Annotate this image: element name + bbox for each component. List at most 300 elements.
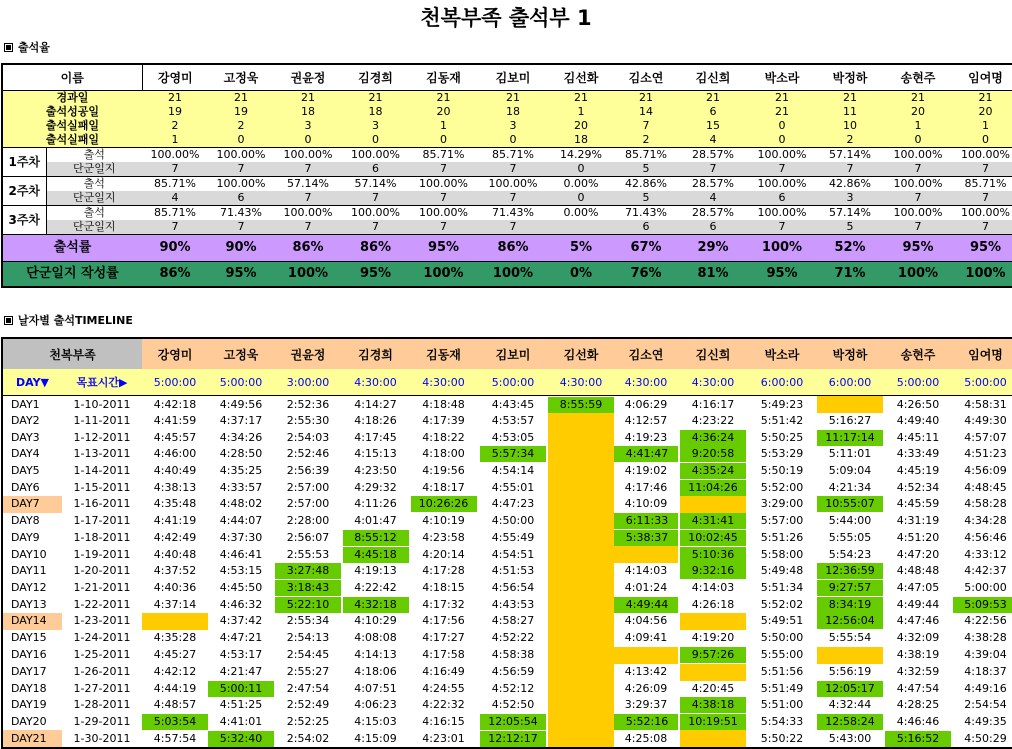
name-header: 이름 <box>2 64 142 91</box>
checkin-time-cell <box>678 681 748 698</box>
checkin-time: 4:37:52 <box>153 564 197 578</box>
checkin-time: 4:10:09 <box>624 497 668 511</box>
checkin-time: 12:12:17 <box>480 731 546 747</box>
summary-row <box>2 133 1012 148</box>
checkin-time: 4:17:32 <box>422 597 465 611</box>
checkin-time-cell <box>274 647 342 664</box>
checkin-time-cell <box>614 647 678 664</box>
checkin-time: 4:22:42 <box>354 581 397 595</box>
checkin-time-cell <box>884 413 952 430</box>
checkin-time: 4:38:18 <box>680 697 746 713</box>
checkin-time-cell <box>409 730 478 748</box>
checkin-time-cell <box>548 413 614 430</box>
date-label: 1-26-2011 <box>73 665 131 679</box>
checkin-time-cell <box>274 463 342 480</box>
checkin-time: 4:43:45 <box>491 397 535 411</box>
checkin-time-cell <box>342 463 409 480</box>
date-label: 1-20-2011 <box>73 564 131 578</box>
checkin-time: 4:51:20 <box>896 530 940 544</box>
checkin-time: 4:18:48 <box>422 397 465 411</box>
checkin-time-cell <box>884 580 952 597</box>
attendance-rate: 86% <box>274 235 342 262</box>
summary-value: 0 <box>342 133 409 148</box>
checkin-time: 2:55:53 <box>286 547 330 561</box>
member-name: 임여명 <box>952 64 1012 91</box>
attendance-rate: 67% <box>614 235 678 262</box>
timeline-row <box>2 546 1012 563</box>
checkin-time-cell <box>409 413 478 430</box>
date-label: 1-30-2011 <box>73 731 131 745</box>
member-name: 김소연 <box>614 338 678 369</box>
checkin-time: 5:50:22 <box>760 731 804 745</box>
log-count: 7 <box>748 162 816 177</box>
summary-value: 11 <box>816 105 884 119</box>
summary-value: 20 <box>409 105 478 119</box>
checkin-time-cell <box>342 630 409 647</box>
checkin-time-cell <box>614 396 678 414</box>
checkin-time-cell <box>142 496 208 513</box>
summary-value: 1 <box>884 119 952 133</box>
date-label: 1-25-2011 <box>73 648 131 662</box>
checkin-time: 4:10:19 <box>422 514 465 528</box>
checkin-time-cell <box>342 530 409 547</box>
checkin-time-cell <box>678 546 748 563</box>
checkin-time: 4:14:13 <box>354 648 397 662</box>
checkin-time-cell <box>614 513 678 530</box>
member-name: 김신희 <box>678 338 748 369</box>
checkin-time-cell <box>409 463 478 480</box>
checkin-time-cell <box>614 413 678 430</box>
checkin-time-cell <box>884 430 952 447</box>
checkin-time: 4:32:18 <box>343 597 409 613</box>
member-name: 임여명 <box>952 338 1012 369</box>
checkin-time: 5:16:27 <box>828 414 872 428</box>
checkin-time-cell <box>748 664 816 681</box>
summary-value: 21 <box>548 91 614 106</box>
section-marker-icon <box>4 316 13 325</box>
checkin-time: 5:52:00 <box>760 480 804 494</box>
checkin-time: 2:54:02 <box>286 731 330 745</box>
checkin-time-cell <box>614 697 678 714</box>
attendance-percent: 85.71% <box>952 177 1012 192</box>
log-count: 7 <box>342 191 409 206</box>
checkin-time: 2:55:34 <box>286 614 330 628</box>
checkin-time-cell <box>952 446 1012 463</box>
checkin-time: 4:21:34 <box>828 480 872 494</box>
checkin-time: 4:17:28 <box>422 564 465 578</box>
checkin-time-cell <box>884 396 952 414</box>
checkin-time-cell <box>142 613 208 630</box>
checkin-time-cell <box>614 546 678 563</box>
checkin-time: 4:53:05 <box>491 430 535 444</box>
checkin-time-cell <box>614 714 678 731</box>
checkin-time-cell <box>614 630 678 647</box>
attendance-percent: 14.29% <box>548 148 614 163</box>
checkin-time: 4:37:17 <box>219 414 263 428</box>
summary-value: 18 <box>342 105 409 119</box>
checkin-time: 4:29:32 <box>354 480 397 494</box>
checkin-time-cell <box>208 463 274 480</box>
target-time: 4:30:00 <box>548 369 614 396</box>
checkin-time: 4:18:06 <box>354 665 397 679</box>
checkin-time: 4:45:50 <box>219 581 263 595</box>
summary-value: 18 <box>548 133 614 148</box>
checkin-time: 4:40:36 <box>153 581 197 595</box>
summary-value: 21 <box>478 91 548 106</box>
checkin-time-cell <box>884 714 952 731</box>
checkin-time: 4:48:45 <box>964 480 1007 494</box>
summary-value: 10 <box>816 119 884 133</box>
checkin-time-cell <box>274 697 342 714</box>
checkin-time-cell <box>816 563 884 580</box>
log-count: 4 <box>678 191 748 206</box>
checkin-time-cell <box>342 513 409 530</box>
checkin-time-cell <box>952 613 1012 630</box>
summary-value: 1 <box>952 119 1012 133</box>
log-count: 7 <box>274 162 342 177</box>
summary-value: 21 <box>614 91 678 106</box>
member-name: 고정욱 <box>208 338 274 369</box>
checkin-time-cell <box>548 479 614 496</box>
timeline-row <box>2 446 1012 463</box>
checkin-time-cell <box>478 580 548 597</box>
checkin-time: 4:16:17 <box>691 397 735 411</box>
checkin-time: 4:17:39 <box>422 414 465 428</box>
summary-value: 19 <box>208 105 274 119</box>
checkin-time: 5:03:54 <box>142 714 208 730</box>
checkin-time-cell <box>409 513 478 530</box>
log-count: 7 <box>142 220 208 235</box>
attendance-rate: 52% <box>816 235 884 262</box>
day-header: DAY▼ <box>2 369 62 396</box>
row-label: 출석실패일 <box>2 119 142 133</box>
checkin-time: 4:28:25 <box>896 698 940 712</box>
date-label: 1-18-2011 <box>73 530 131 544</box>
checkin-time-cell <box>274 613 342 630</box>
checkin-time-cell <box>208 730 274 748</box>
checkin-time-cell <box>208 430 274 447</box>
checkin-time: 5:09:04 <box>828 464 872 478</box>
attendance-percent: 57.14% <box>342 177 409 192</box>
log-count: 7 <box>274 220 342 235</box>
checkin-time: 2:57:00 <box>286 497 330 511</box>
checkin-time: 4:56:46 <box>964 530 1007 544</box>
checkin-time-cell <box>678 513 748 530</box>
checkin-time: 5:50:25 <box>760 430 804 444</box>
checkin-time-cell <box>952 463 1012 480</box>
attendance-percent: 100.00% <box>748 177 816 192</box>
checkin-time-cell <box>142 430 208 447</box>
checkin-time-cell <box>274 546 342 563</box>
checkin-time: 4:23:22 <box>691 414 735 428</box>
day-label: DAY14 <box>2 613 62 630</box>
attendance-percent: 100.00% <box>342 148 409 163</box>
date-label: 1-16-2011 <box>73 497 131 511</box>
checkin-time-cell <box>884 681 952 698</box>
checkin-time-cell <box>678 580 748 597</box>
checkin-time-cell <box>208 513 274 530</box>
checkin-time-cell <box>142 413 208 430</box>
checkin-time: 3:18:43 <box>275 580 341 596</box>
checkin-time-cell <box>142 697 208 714</box>
checkin-time: 4:32:59 <box>896 665 940 679</box>
summary-value: 2 <box>614 133 678 148</box>
timeline-row <box>2 730 1012 748</box>
attendance-percent: 42.86% <box>614 177 678 192</box>
checkin-time-cell <box>478 396 548 414</box>
checkin-time: 5:49:51 <box>760 614 804 628</box>
row-label: 단군일지 <box>46 162 142 177</box>
checkin-time-cell <box>884 513 952 530</box>
checkin-time-cell <box>548 496 614 513</box>
checkin-time: 8:55:59 <box>548 397 614 413</box>
checkin-time: 4:37:14 <box>153 597 197 611</box>
summary-value: 21 <box>274 91 342 106</box>
checkin-time-cell <box>142 647 208 664</box>
summary-value: 21 <box>884 91 952 106</box>
timeline-row <box>2 496 1012 513</box>
checkin-time: 4:17:46 <box>624 480 668 494</box>
section-title: 날자별 출석TIMELINE <box>18 314 133 327</box>
missed-marker <box>680 496 746 513</box>
checkin-time-cell <box>142 513 208 530</box>
checkin-time-cell <box>478 730 548 748</box>
checkin-time: 4:52:50 <box>491 698 535 712</box>
checkin-time: 2:54:45 <box>286 648 330 662</box>
summary-value: 21 <box>142 91 208 106</box>
checkin-time: 4:53:15 <box>219 564 263 578</box>
checkin-time: 5:11:01 <box>828 447 872 461</box>
checkin-time-cell <box>748 546 816 563</box>
checkin-time: 5:52:16 <box>614 714 678 730</box>
checkin-time: 5:00:11 <box>208 681 274 697</box>
date-label: 1-12-2011 <box>73 430 131 444</box>
checkin-time: 3:29:37 <box>624 698 668 712</box>
log-count <box>548 220 614 235</box>
checkin-time-cell <box>142 546 208 563</box>
checkin-time-cell <box>274 430 342 447</box>
checkin-time: 5:43:00 <box>828 731 872 745</box>
log-count: 7 <box>208 162 274 177</box>
checkin-time-cell <box>614 463 678 480</box>
day-label: DAY19 <box>11 698 47 712</box>
checkin-time-cell <box>274 596 342 613</box>
log-count: 7 <box>478 220 548 235</box>
missed-marker <box>680 613 746 630</box>
checkin-time: 4:18:37 <box>964 665 1007 679</box>
member-name: 박소라 <box>748 64 816 91</box>
checkin-time-cell <box>614 446 678 463</box>
checkin-time: 4:42:49 <box>153 530 197 544</box>
checkin-time: 4:37:30 <box>219 530 263 544</box>
checkin-time-cell <box>952 413 1012 430</box>
checkin-time-cell <box>142 563 208 580</box>
checkin-time-cell <box>548 430 614 447</box>
attendance-percent: 85.71% <box>478 148 548 163</box>
checkin-time-cell <box>884 613 952 630</box>
date-label: 1-24-2011 <box>73 631 131 645</box>
date-label: 1-21-2011 <box>73 581 131 595</box>
checkin-time-cell <box>816 613 884 630</box>
checkin-time: 5:51:26 <box>760 530 804 544</box>
log-count: 7 <box>208 220 274 235</box>
checkin-time-cell <box>478 681 548 698</box>
checkin-time: 4:48:57 <box>153 698 197 712</box>
checkin-time-cell <box>342 546 409 563</box>
checkin-time: 4:19:23 <box>624 430 668 444</box>
checkin-time: 4:23:50 <box>354 464 397 478</box>
member-name: 김신희 <box>678 64 748 91</box>
checkin-time-cell <box>478 596 548 613</box>
day-label: DAY6 <box>11 480 40 494</box>
checkin-time-cell <box>678 647 748 664</box>
checkin-time-cell <box>884 630 952 647</box>
attendance-percent: 85.71% <box>614 148 678 163</box>
week-label: 2주차 <box>2 177 46 206</box>
checkin-time: 4:58:27 <box>491 614 535 628</box>
row-label: 출석 <box>46 206 142 221</box>
attendance-rate: 86% <box>478 235 548 262</box>
checkin-time-cell <box>208 714 274 731</box>
checkin-time-cell <box>342 647 409 664</box>
checkin-time: 4:58:28 <box>964 497 1007 511</box>
checkin-time-cell <box>274 630 342 647</box>
checkin-time: 4:22:32 <box>422 698 465 712</box>
member-name: 박정하 <box>816 338 884 369</box>
log-count: 7 <box>409 191 478 206</box>
summary-value: 7 <box>614 119 678 133</box>
attendance-percent: 100.00% <box>409 206 478 221</box>
checkin-time-cell <box>614 681 678 698</box>
checkin-time-cell <box>816 513 884 530</box>
log-count: 6 <box>208 191 274 206</box>
checkin-time: 4:31:41 <box>680 513 746 529</box>
target-time: 5:00:00 <box>142 369 208 396</box>
attendance-percent: 100.00% <box>342 206 409 221</box>
checkin-time: 2:47:54 <box>286 681 330 695</box>
checkin-time: 4:20:45 <box>691 681 735 695</box>
checkin-time-cell <box>816 681 884 698</box>
checkin-time: 4:17:27 <box>422 631 465 645</box>
checkin-time: 5:52:02 <box>760 597 804 611</box>
day-label: DAY9 <box>11 530 40 544</box>
checkin-time: 4:47:21 <box>219 631 263 645</box>
checkin-time: 4:14:03 <box>691 581 735 595</box>
checkin-time-cell <box>548 730 614 748</box>
checkin-time: 5:54:23 <box>828 547 872 561</box>
day-label: DAY13 <box>11 597 47 611</box>
checkin-time-cell <box>409 613 478 630</box>
checkin-time-cell <box>678 396 748 414</box>
checkin-time: 4:49:40 <box>896 414 940 428</box>
summary-row <box>2 105 1012 119</box>
checkin-time: 4:40:48 <box>153 547 197 561</box>
log-count: 7 <box>678 162 748 177</box>
day-label: DAY16 <box>11 648 47 662</box>
checkin-time: 10:02:45 <box>680 530 746 546</box>
checkin-time-cell <box>748 580 816 597</box>
missed-marker <box>817 396 883 413</box>
timeline-header-row <box>2 338 1012 369</box>
checkin-time: 4:47:23 <box>491 497 535 511</box>
checkin-time-cell <box>748 479 816 496</box>
member-name: 송현주 <box>884 338 952 369</box>
checkin-time: 4:57:54 <box>153 731 197 745</box>
checkin-time-cell <box>614 730 678 748</box>
checkin-time-cell <box>478 413 548 430</box>
checkin-time-cell <box>478 664 548 681</box>
checkin-time-cell <box>274 580 342 597</box>
checkin-time: 5:38:37 <box>614 530 678 546</box>
summary-value: 15 <box>678 119 748 133</box>
checkin-time: 4:57:07 <box>964 430 1007 444</box>
summary-value: 0 <box>884 133 952 148</box>
checkin-time: 4:45:57 <box>153 430 197 444</box>
date-label: 1-27-2011 <box>73 681 131 695</box>
checkin-time: 5:49:48 <box>760 564 804 578</box>
summary-value: 21 <box>748 91 816 106</box>
section-header-timeline <box>4 314 133 328</box>
checkin-time-cell <box>816 430 884 447</box>
checkin-time: 4:35:25 <box>219 464 263 478</box>
checkin-time-cell <box>548 546 614 563</box>
checkin-time: 4:19:13 <box>354 564 397 578</box>
log-count: 4 <box>142 191 208 206</box>
summary-value: 6 <box>678 105 748 119</box>
timeline-row <box>2 479 1012 496</box>
checkin-time-cell <box>409 546 478 563</box>
checkin-time-cell <box>274 496 342 513</box>
checkin-time: 4:20:14 <box>422 547 465 561</box>
checkin-time: 4:04:56 <box>624 614 668 628</box>
day-label: DAY2 <box>11 414 40 428</box>
summary-value: 14 <box>614 105 678 119</box>
day-label: DAY18 <box>11 681 47 695</box>
checkin-time: 9:20:58 <box>680 446 746 462</box>
date-label: 1-14-2011 <box>73 464 131 478</box>
checkin-time-cell <box>409 479 478 496</box>
timeline-row <box>2 697 1012 714</box>
log-count: 7 <box>884 191 952 206</box>
checkin-time: 4:49:16 <box>964 681 1007 695</box>
summary-value: 21 <box>678 91 748 106</box>
checkin-time: 11:04:26 <box>680 480 746 496</box>
checkin-time: 12:58:24 <box>817 714 883 730</box>
summary-value: 1 <box>142 133 208 148</box>
week-log-row <box>2 162 1012 177</box>
attendance-percent: 71.43% <box>614 206 678 221</box>
checkin-time: 4:51:23 <box>964 447 1007 461</box>
member-name: 김보미 <box>478 338 548 369</box>
checkin-time-cell <box>478 563 548 580</box>
checkin-time: 11:17:14 <box>817 430 883 446</box>
day-label: DAY12 <box>11 581 47 595</box>
attendance-percent: 100.00% <box>208 148 274 163</box>
checkin-time: 2:52:49 <box>286 698 330 712</box>
checkin-time-cell <box>884 530 952 547</box>
checkin-time: 4:16:15 <box>422 715 465 729</box>
checkin-time-cell <box>884 647 952 664</box>
checkin-time-cell <box>208 681 274 698</box>
target-time: 6:00:00 <box>748 369 816 396</box>
log-count: 7 <box>142 162 208 177</box>
checkin-time-cell <box>478 496 548 513</box>
checkin-time: 12:05:17 <box>817 681 883 697</box>
checkin-time: 4:18:26 <box>354 414 397 428</box>
checkin-time-cell <box>816 697 884 714</box>
week-log-row <box>2 191 1012 206</box>
attendance-percent: 28.57% <box>678 148 748 163</box>
